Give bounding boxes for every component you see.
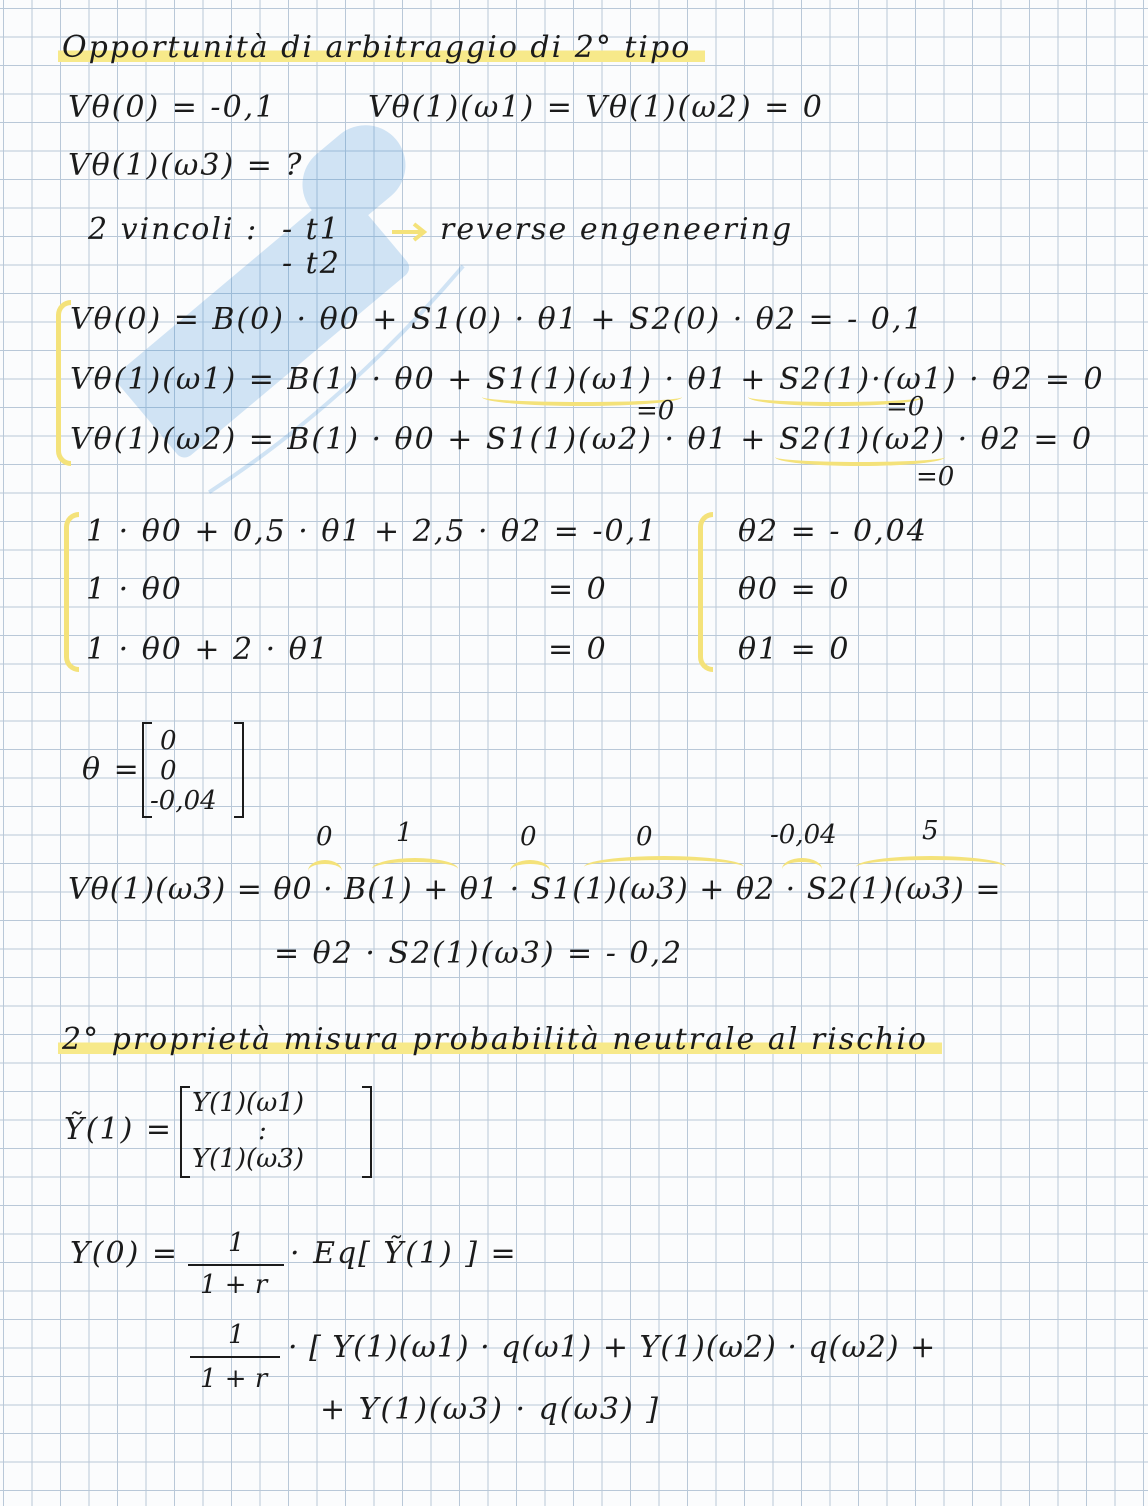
above-theta2: -0,04 xyxy=(770,820,837,850)
calc-line-1: Vθ(1)(ω3) = θ0 · B(1) + θ1 · S1(1)(ω3) + θ2 · S2(1)(ω3) = xyxy=(68,872,1002,907)
intro-line-2: Vθ(1)(ω3) = ? xyxy=(68,148,304,183)
y0-lhs: Y(0) = xyxy=(70,1236,179,1271)
system1-row-2: Vθ(1)(ω1) = B(1) · θ0 + S1(1)(ω1) · θ1 + S2(1)·(ω1) · θ2 = 0 xyxy=(70,362,1105,397)
zero-mark-2: =0 xyxy=(886,392,925,422)
theta-value-1: 0 xyxy=(160,726,177,756)
intro-line-1a: Vθ(0) = -0,1 xyxy=(68,90,277,125)
heading-risk-neutral xyxy=(58,1022,942,1057)
y0-fraction-bar xyxy=(188,1264,284,1266)
theta-value-3: -0,04 xyxy=(150,786,217,816)
intro-constraints: 2 vincoli : xyxy=(88,212,259,247)
intro-t1: - t1 xyxy=(282,212,341,247)
y0-fraction-bar-2 xyxy=(190,1356,280,1358)
ytilde-bottom: Y(1)(ω3) xyxy=(192,1144,305,1174)
system1-row-3: Vθ(1)(ω2) = B(1) · θ0 + S1(1)(ω2) · θ1 + S2(1)(ω2) · θ2 = 0 xyxy=(70,422,1094,457)
heading-arbitrage-text: Opportunità di arbitraggio di 2° tipo xyxy=(58,30,705,65)
y0-den-2: 1 + r xyxy=(200,1364,268,1394)
system3-row-1: θ2 = - 0,04 xyxy=(738,514,928,549)
y0-expansion-1: · [ Y(1)(ω1) · q(ω1) + Y(1)(ω2) · q(ω2) + xyxy=(288,1330,937,1365)
above-b1: 1 xyxy=(396,818,413,848)
heading-risk-neutral-text: 2° proprietà misura probabilità neutrale al rischio xyxy=(58,1022,942,1057)
zero-mark-3: =0 xyxy=(916,462,955,492)
system2-row-2-right: = 0 xyxy=(548,572,608,607)
system2-row-2-left: 1 · θ0 xyxy=(86,572,183,607)
system2-row-1: 1 · θ0 + 0,5 · θ1 + 2,5 · θ2 = -0,1 xyxy=(86,514,659,549)
above-s2: 5 xyxy=(922,816,939,846)
system2-brace xyxy=(64,512,79,672)
theta-label: θ = xyxy=(82,752,141,787)
y0-den: 1 + r xyxy=(200,1270,268,1300)
ytilde-bracket-right xyxy=(362,1086,372,1178)
theta-bracket-right xyxy=(234,722,244,818)
intro-reverse-engineering: reverse engeneering xyxy=(440,212,794,247)
system1-brace xyxy=(56,300,71,466)
system3-brace xyxy=(698,512,713,672)
above-theta0: 0 xyxy=(316,822,333,852)
theta-value-2: 0 xyxy=(160,756,177,786)
arrow-right-icon xyxy=(390,220,430,244)
y0-num: 1 xyxy=(228,1228,245,1258)
ytilde-mid: : xyxy=(258,1116,267,1146)
y0-num-2: 1 xyxy=(228,1320,245,1350)
intro-line-1b: Vθ(1)(ω1) = Vθ(1)(ω2) = 0 xyxy=(368,90,824,125)
above-theta1: 0 xyxy=(520,822,537,852)
system3-row-2: θ0 = 0 xyxy=(738,572,851,607)
y0-expansion-2: + Y(1)(ω3) · q(ω3) ] xyxy=(320,1392,660,1427)
ytilde-top: Y(1)(ω1) xyxy=(192,1088,305,1118)
ytilde-label: Ỹ(1) = xyxy=(64,1112,173,1147)
above-s1: 0 xyxy=(636,822,653,852)
system1-row-1: Vθ(0) = B(0) · θ0 + S1(0) · θ1 + S2(0) · θ2 = - 0,1 xyxy=(70,302,925,337)
system3-row-3: θ1 = 0 xyxy=(738,632,851,667)
ytilde-bracket-left xyxy=(180,1086,190,1178)
zero-mark-1: =0 xyxy=(636,396,675,426)
y0-rhs: · Eq[ Ỹ(1) ] = xyxy=(290,1236,518,1271)
calc-line-2: = θ2 · S2(1)(ω3) = - 0,2 xyxy=(274,936,684,971)
system2-row-3-left: 1 · θ0 + 2 · θ1 xyxy=(86,632,330,667)
heading-arbitrage xyxy=(58,30,705,65)
intro-t2: - t2 xyxy=(282,246,341,281)
system2-row-3-right: = 0 xyxy=(548,632,608,667)
